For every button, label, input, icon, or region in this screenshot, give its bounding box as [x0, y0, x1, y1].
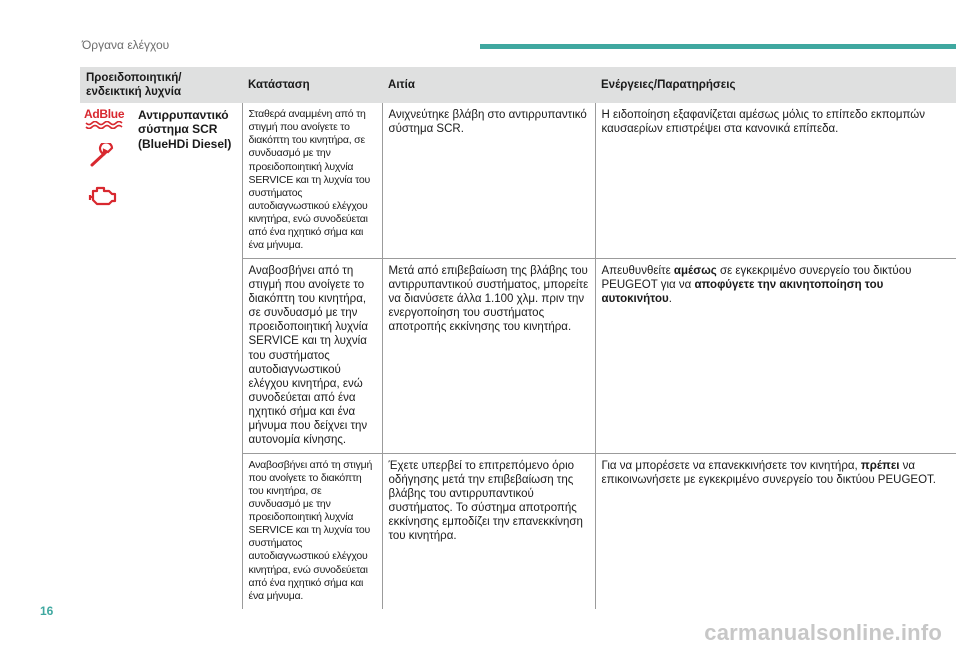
action-emphasis: αμέσως [673, 265, 717, 278]
state-cell: Αναβοσβήνει από τη στιγμή που ανοίγετε το διακόπτη του κινητήρα, σε συνδυασμό με την προειδοποιητική λυχνία SERVICE και τη λυχνία του συστήματος αυτοδιαγνωστικού ελέγχου κινητήρα, ενώ συνοδεύεται από ένα ηχητικό σήμα και ένα μήνυμα που δείχνει την αυτονομία κίνησης. [242, 259, 382, 453]
action-text: να επικοινωνήσετε με εγκεκριμένο συνεργείο του δικτύου PEUGEOT. [601, 459, 936, 486]
action-text: Απευθυνθείτε [601, 265, 674, 278]
action-text: . [668, 293, 672, 306]
state-cell: Σταθερά αναμμένη από τη στιγμή που ανοίγετε το διακόπτη του κινητήρα, σε συνδυασμό με την προειδοποιητική λυχνία SERVICE και τη λυχνία του συστήματος αυτοδιαγνωστικού ελέγχου κινητήρα, ενώ συνοδεύεται από ένα ηχητικό σήμα και ένα μήνυμα. [242, 103, 382, 259]
watermark: carmanualsonline.info [704, 620, 942, 645]
action-text: Η ειδοποίηση εξαφανίζεται αμέσως μόλις το επίπεδο εκπομπών καυσαερίων επιστρέψει στα κανονικά επίπεδα. [601, 109, 926, 136]
action-cell [595, 259, 956, 453]
action-cell [595, 453, 956, 609]
column-header-state: Κατάσταση [242, 67, 382, 103]
state-cell: Αναβοσβήνει από τη στιγμή που ανοίγετε το διακόπτη του κινητήρα, σε συνδυασμό με την προειδοποιητική λυχνία SERVICE και τη λυχνία του συστήματος αυτοδιαγνωστικού ελέγχου κινητήρα, ενώ συνοδεύεται από ένα ηχητικό σήμα και ένα μήνυμα. [242, 453, 382, 609]
action-text: Για να μπορέσετε να επανεκκινήσετε τον κινητήρα, [601, 459, 861, 472]
adblue-label: AdBlue [84, 107, 125, 122]
column-header-action: Ενέργειες/Παρατηρήσεις [595, 67, 956, 103]
indicator-title: Αντιρρυπαντικό σύστημα SCR (BlueHDi Diesel) [138, 108, 232, 151]
action-text: σε εγκεκριμένο συνεργείο του δικτύου PEUGEOT για να [601, 265, 912, 292]
column-header-cause: Αιτία [382, 67, 595, 103]
cause-cell: Ανιχνεύτηκε βλάβη στο αντιρρυπαντικό σύστημα SCR. [382, 103, 595, 259]
section-title: Όργανα ελέγχου [82, 38, 170, 52]
adblue-wave-icon [84, 121, 126, 129]
table-header-row [80, 67, 956, 103]
table-row [80, 103, 956, 259]
header-accent-bar [480, 44, 956, 49]
cause-cell: Έχετε υπερβεί το επιτρεπόμενο όριο οδήγησης μετά την επιβεβαίωση της βλάβης του αντιρρυπαντικού συστήματος. Το σύστημα αποτροπής εκκίνησης εμποδίζει την επανεκκίνηση του κινητήρα. [382, 453, 595, 609]
cause-cell: Μετά από επιβεβαίωση της βλάβης του αντιρρυπαντικού συστήματος, μπορείτε να διανύσετε άλλα 1.100 χλμ. πριν την ενεργοποίηση του συστήματος αποτροπής εκκίνησης του κινητήρα. [382, 259, 595, 453]
service-wrench-icon [88, 143, 116, 169]
page-number: 16 [40, 604, 54, 618]
action-emphasis: πρέπει [860, 459, 900, 472]
engine-check-icon [88, 183, 118, 207]
indicator-icons-cell [80, 103, 132, 609]
warning-lamp-table [80, 67, 956, 609]
adblue-icon [84, 108, 126, 129]
action-cell [595, 103, 956, 259]
action-emphasis: αποφύγετε την ακινητοποίηση του αυτοκινήτου [601, 279, 884, 306]
column-header-indicator: Προειδοποιητική/ενδεικτική λυχνία [80, 67, 242, 103]
